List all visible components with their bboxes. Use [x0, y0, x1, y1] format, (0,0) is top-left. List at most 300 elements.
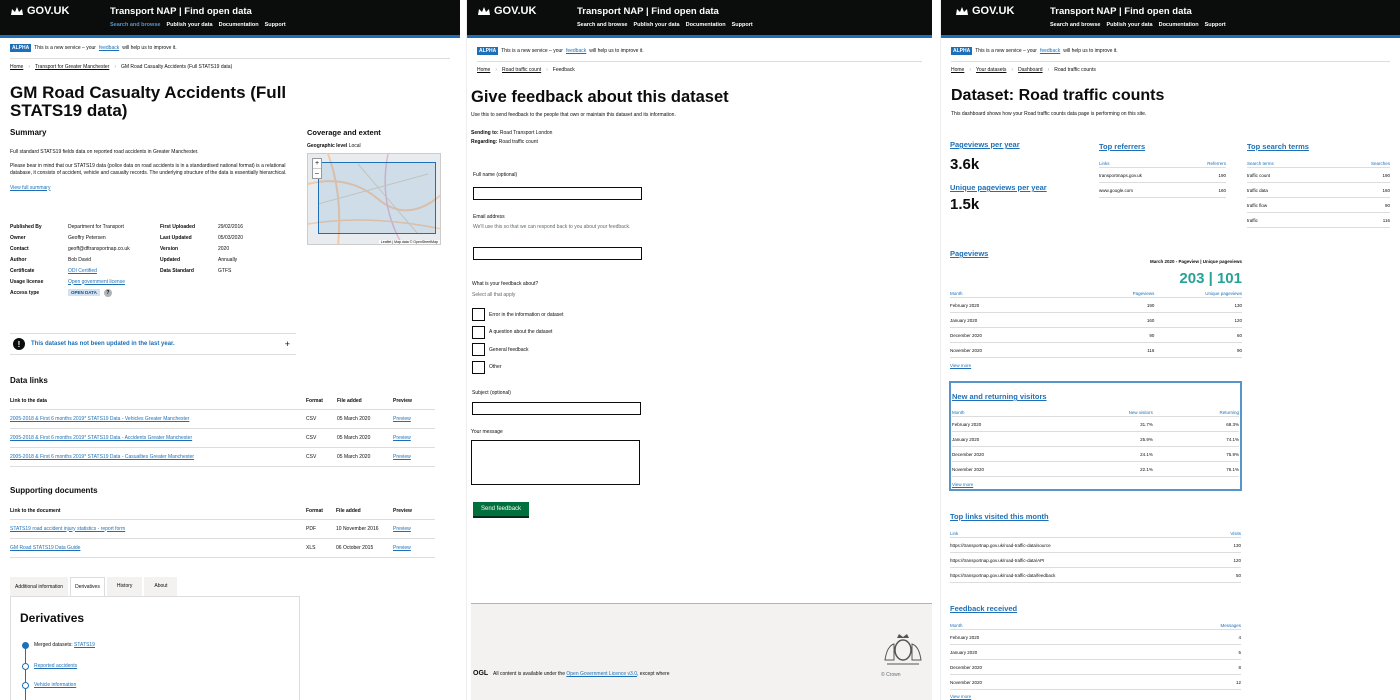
- metadata-value: 05/03/2020: [218, 234, 244, 241]
- file-date: 05 March 2020: [337, 453, 371, 460]
- table-row: [10, 428, 435, 447]
- table-cell: December 2020: [952, 451, 985, 457]
- column-header: Link: [950, 530, 959, 536]
- table-cell: 76.1%: [1226, 466, 1239, 472]
- table-row: [952, 432, 1239, 447]
- table-cell: 60: [1236, 332, 1242, 338]
- metadata-value: 29/02/2016: [218, 223, 244, 230]
- page-title: Give feedback about this dataset: [471, 88, 729, 106]
- preview-link[interactable]: Preview: [393, 544, 411, 551]
- table-row: [10, 447, 435, 466]
- govuk-logo[interactable]: GOV.UK: [955, 5, 1014, 17]
- alpha-tag: ALPHA: [479, 48, 497, 54]
- table-row: [1247, 168, 1390, 183]
- visitors-card: [949, 381, 1242, 491]
- feedback-link[interactable]: feedback: [565, 48, 587, 54]
- feedback-view-more[interactable]: View more: [950, 694, 972, 699]
- column-header: Searches: [1370, 160, 1390, 166]
- feedback-options: [472, 306, 563, 376]
- table-cell: 130: [1233, 542, 1241, 548]
- email-input[interactable]: [473, 247, 642, 260]
- table-cell: 90: [1149, 332, 1155, 338]
- nav-support[interactable]: Support: [731, 22, 753, 28]
- table-cell: traffic count: [1247, 172, 1271, 178]
- nav-support[interactable]: Support: [264, 22, 286, 28]
- help-icon[interactable]: ?: [104, 289, 112, 297]
- table-row: [1247, 198, 1390, 213]
- feedback-option[interactable]: [472, 324, 563, 342]
- top-referrers-heading[interactable]: Top referrers: [1099, 142, 1146, 151]
- tab-additional-information[interactable]: Additional information: [10, 577, 68, 597]
- metadata-key: Access type: [10, 289, 40, 296]
- geo-level-value: Local: [348, 143, 361, 149]
- unique-pageviews-year-label[interactable]: Unique pageviews per year: [950, 183, 1047, 192]
- table-cell: 50: [1235, 572, 1241, 578]
- map-attribution: Leaflet | Map data © OpenStreetMap: [380, 240, 438, 244]
- service-name[interactable]: Transport NAP | Find open data: [110, 6, 252, 17]
- metadata-value: Department for Transport: [68, 223, 124, 230]
- table-cell: 160: [1146, 317, 1155, 323]
- checkbox[interactable]: [472, 361, 485, 374]
- table-cell: 90: [1384, 202, 1390, 208]
- top-search-terms-card: [1247, 136, 1390, 228]
- table-cell: 120: [1233, 557, 1241, 563]
- table-row: [950, 328, 1242, 343]
- alpha-tag: ALPHA: [953, 48, 971, 54]
- merged-dataset-link[interactable]: STATS19: [74, 642, 95, 648]
- pageviews-card: [950, 243, 1242, 368]
- checkbox-label: Error in the information or dataset: [489, 311, 564, 318]
- col-document: Link to the document: [10, 507, 61, 514]
- file-date: 06 October 2015: [336, 544, 374, 551]
- preview-link[interactable]: Preview: [393, 434, 411, 441]
- breadcrumb-your-datasets[interactable]: Your datasets: [976, 67, 1007, 73]
- breadcrumb-home[interactable]: Home: [951, 67, 965, 73]
- metadata-key: Certificate: [10, 267, 35, 274]
- table-row: [950, 645, 1241, 660]
- ogl-link[interactable]: Open Government Licence v3.0: [566, 671, 637, 677]
- table-header: [1247, 159, 1390, 168]
- metadata-key: Author: [10, 256, 27, 263]
- table-cell: December 2020: [950, 332, 983, 338]
- message-label: Your message: [471, 429, 503, 435]
- table-header: [950, 621, 1241, 630]
- metadata-key: Published By: [10, 223, 42, 230]
- nav-search-browse[interactable]: Search and browse: [577, 22, 628, 28]
- pageviews-big-numbers: 203 | 101: [1179, 270, 1242, 287]
- table-row: [950, 660, 1241, 675]
- metadata-key: Contact: [10, 245, 29, 252]
- checkbox[interactable]: [472, 326, 485, 339]
- derivative-link-vehicle[interactable]: Vehicle information: [34, 682, 77, 688]
- subject-input[interactable]: [472, 402, 641, 415]
- column-header: Returning: [1219, 409, 1239, 415]
- table-cell: 130: [1234, 302, 1242, 308]
- site-footer: [471, 603, 932, 700]
- file-format: XLS: [306, 544, 316, 551]
- metadata-row: [160, 232, 300, 243]
- file-link[interactable]: 2005-2018 & First 6 months 2019* STATS19 Data - Vehicles Greater Manchester: [10, 415, 190, 422]
- preview-link[interactable]: Preview: [393, 453, 411, 460]
- breadcrumb-current: Feedback: [552, 67, 575, 73]
- map-zoom-controls: [312, 158, 322, 179]
- timeline-dot: [22, 682, 29, 689]
- fullname-input[interactable]: [473, 187, 642, 200]
- metadata-key: Data Standard: [160, 267, 194, 274]
- pageviews-heading[interactable]: Pageviews: [950, 249, 989, 258]
- table-cell: February 2020: [950, 634, 980, 640]
- geo-level-label: Geographic level: [307, 143, 348, 149]
- pageviews-year-label[interactable]: Pageviews per year: [950, 140, 1020, 149]
- file-format: PDF: [306, 525, 316, 532]
- top-links-card: [950, 506, 1241, 583]
- table-cell: transportmaps.gov.uk: [1099, 172, 1142, 178]
- feedback-link[interactable]: feedback: [98, 45, 120, 51]
- table-cell: https://transportnap.gov.uk/road-traffic-data/API: [950, 557, 1045, 563]
- supporting-docs-section: [10, 486, 435, 558]
- checkbox-label: A question about the dataset: [489, 329, 553, 336]
- table-cell: 75.9%: [1226, 451, 1239, 457]
- header-nav: [1050, 22, 1226, 28]
- table-cell: 5: [1238, 649, 1241, 655]
- message-textarea[interactable]: [471, 440, 640, 485]
- table-cell: November 2020: [950, 347, 983, 353]
- metadata-row: [10, 265, 150, 276]
- nav-publish[interactable]: Publish your data: [166, 22, 213, 28]
- breadcrumb-home[interactable]: Home: [477, 67, 491, 73]
- table-cell: 74.1%: [1226, 436, 1239, 442]
- table-cell: 68.3%: [1226, 421, 1239, 427]
- merged-datasets: Merged datasets: STATS19: [34, 642, 95, 648]
- phase-banner: ALPHA This is a new service – your feedback will help us to improve it.: [953, 48, 1118, 54]
- view-summary-link[interactable]: View full summary: [10, 184, 51, 191]
- file-date: 10 November 2016: [336, 525, 379, 532]
- table-cell: January 2020: [950, 317, 978, 323]
- metadata-row: [10, 287, 150, 298]
- site-header: [0, 0, 460, 38]
- unique-pageviews-month-value: 101: [1216, 270, 1242, 287]
- table-cell: January 2020: [950, 649, 978, 655]
- checkbox-label: Other: [489, 364, 502, 371]
- table-row: [950, 298, 1242, 313]
- derivative-link-accidents[interactable]: Reported accidents: [34, 663, 78, 669]
- table-row: [1247, 213, 1390, 228]
- table-cell: February 2020: [950, 302, 980, 308]
- col-preview: Preview: [393, 397, 412, 404]
- visitors-heading[interactable]: New and returning visitors: [952, 392, 1047, 401]
- file-format: CSV: [306, 453, 317, 460]
- nav-publish[interactable]: Publish your data: [633, 22, 680, 28]
- nav-documentation[interactable]: Documentation: [1158, 22, 1199, 28]
- col-format: Format: [306, 397, 323, 404]
- phase-banner: ALPHA This is a new service – your feedback will help us to improve it.: [12, 45, 177, 51]
- file-format: CSV: [306, 434, 317, 441]
- header-nav: [110, 22, 286, 28]
- table-header: [950, 289, 1242, 298]
- summary-text-2: Please bear in mind that our STATS19 data (police data on road accidents is in a standardised national format) is a relational database, it consists of accident, vehicle and casualty records. The underlying structure of the data is essentially hierarchical.: [10, 163, 287, 176]
- file-link[interactable]: GM Road STATS19 Data Guide: [10, 544, 81, 551]
- table-cell: 31.7%: [1140, 421, 1153, 427]
- page-title: GM Road Casualty Accidents (Full STATS19 data): [10, 83, 287, 120]
- table-cell: traffic data: [1247, 187, 1268, 193]
- checkbox[interactable]: [472, 343, 485, 356]
- metadata-value: Annually: [218, 256, 238, 263]
- table-cell: November 2020: [952, 466, 985, 472]
- file-format: CSV: [306, 415, 317, 422]
- crown-copyright: © Crown: [881, 672, 901, 678]
- summary-section: [10, 128, 295, 191]
- top-search-terms-heading[interactable]: Top search terms: [1247, 142, 1309, 151]
- table-row: [950, 630, 1241, 645]
- col-format: Format: [306, 507, 323, 514]
- breadcrumb: Home › Road traffic count › Feedback: [477, 61, 922, 73]
- column-header: Pageviews: [1132, 290, 1155, 296]
- metadata-row: [10, 243, 150, 254]
- column-header: Visits: [1230, 530, 1241, 536]
- table-cell: 120: [1234, 317, 1242, 323]
- header-nav: [577, 22, 753, 28]
- table-cell: 24.1%: [1140, 451, 1153, 457]
- table-cell: 160: [1218, 187, 1226, 193]
- nav-support[interactable]: Support: [1204, 22, 1226, 28]
- table-row: [950, 675, 1241, 690]
- metadata-key: Usage license: [10, 278, 44, 285]
- pageviews-year-value: 3.6k: [950, 156, 980, 173]
- top-links-heading[interactable]: Top links visited this month: [950, 512, 1049, 521]
- zoom-in-button[interactable]: +: [314, 160, 320, 167]
- table-row: [10, 519, 435, 538]
- tab-panel-derivatives: [10, 596, 300, 700]
- data-links-section: [10, 376, 435, 467]
- metadata-link[interactable]: ODI Certified: [68, 267, 97, 274]
- dashboard-page-panel: [940, 0, 1400, 700]
- metadata-value: Geoffry Petersen: [68, 234, 106, 241]
- coverage-heading: Coverage and extent: [307, 128, 381, 137]
- table-cell: www.google.com: [1099, 187, 1134, 193]
- feedback-option[interactable]: [472, 359, 563, 377]
- breadcrumb-current: GM Road Casualty Accidents (Full STATS19 data): [120, 64, 233, 70]
- file-date: 05 March 2020: [337, 415, 371, 422]
- column-header: Unique pageviews: [1205, 290, 1242, 296]
- phase-banner: ALPHA This is a new service – your feedback will help us to improve it.: [479, 48, 644, 54]
- table-cell: 4: [1238, 634, 1241, 640]
- table-row: [1099, 168, 1226, 183]
- nav-documentation[interactable]: Documentation: [218, 22, 259, 28]
- expand-plus-icon[interactable]: +: [284, 339, 290, 349]
- intro-text: This dashboard shows how your Road traffic counts data page is performing on this site.: [951, 110, 1147, 117]
- column-header: Month: [950, 622, 963, 628]
- pageviews-view-more[interactable]: View more: [950, 363, 972, 368]
- metadata-value: Bob David: [68, 256, 92, 263]
- table-cell: January 2020: [952, 436, 980, 442]
- breadcrumb-home[interactable]: Home: [10, 64, 24, 70]
- summary-text-1: Full standard STATS19 fields data on reported road accidents in Greater Manchester.: [10, 149, 199, 155]
- feedback-option[interactable]: [472, 341, 563, 359]
- alpha-tag: ALPHA: [12, 45, 30, 51]
- table-row: [952, 462, 1239, 477]
- col-file-added: File added: [337, 397, 362, 404]
- tab-derivatives[interactable]: Derivatives: [70, 577, 105, 597]
- column-header: Messages: [1220, 622, 1241, 628]
- metadata-key: Version: [160, 245, 179, 252]
- table-cell: 190: [1218, 172, 1226, 178]
- column-header: Month: [950, 290, 963, 296]
- timeline-line: [25, 645, 26, 700]
- pageviews-caption: March 2020 - Pageview | Unique pageviews: [1149, 259, 1242, 264]
- derivatives-heading: Derivatives: [20, 611, 85, 625]
- data-links-heading: Data links: [10, 376, 48, 385]
- table-cell: 116: [1147, 347, 1155, 353]
- warning-text: This dataset has not been updated in the last year.: [31, 341, 175, 347]
- table-row: [10, 538, 435, 557]
- table-cell: 90: [1236, 347, 1242, 353]
- table-row: [950, 553, 1241, 568]
- table-row: [952, 447, 1239, 462]
- metadata-row: [160, 265, 300, 276]
- file-link[interactable]: 2005-2018 & First 6 months 2019* STATS19 Data - Accidents Greater Manchester: [10, 434, 193, 441]
- preview-link[interactable]: Preview: [393, 525, 411, 532]
- checkbox-label: General feedback: [489, 346, 529, 353]
- table-row: [950, 343, 1242, 358]
- tabs: [10, 577, 177, 597]
- metadata-row: [10, 276, 150, 287]
- preview-link[interactable]: Preview: [393, 415, 411, 422]
- metadata-value: GTFS: [218, 267, 232, 274]
- feedback-about-label: What is your feedback about?: [472, 281, 539, 287]
- pageviews-year-card: [950, 134, 1085, 213]
- site-header: [941, 0, 1400, 38]
- table-header: [1099, 159, 1226, 168]
- breadcrumb-publisher[interactable]: Transport for Greater Manchester: [35, 64, 110, 70]
- timeline-dot: [22, 663, 29, 670]
- coverage-map[interactable]: [307, 153, 441, 245]
- file-date: 05 March 2020: [337, 434, 371, 441]
- feedback-received-heading[interactable]: Feedback received: [950, 604, 1018, 613]
- regarding-value: Road traffic count: [498, 139, 538, 146]
- tab-history[interactable]: History: [107, 577, 143, 597]
- top-referrers-card: [1099, 136, 1226, 198]
- breadcrumb-dashboard[interactable]: Dashboard: [1018, 67, 1043, 73]
- timeline-dot-filled: [22, 642, 29, 649]
- tab-about[interactable]: About: [144, 577, 177, 597]
- table-row: [950, 568, 1241, 583]
- column-header: Search terms: [1247, 160, 1274, 166]
- file-link[interactable]: STATS19 road accident injury statistics - report form: [10, 525, 126, 532]
- column-header: Referrers: [1207, 160, 1226, 166]
- coverage-section: [307, 128, 447, 245]
- table-cell: 160: [1382, 187, 1390, 193]
- table-header: [952, 408, 1239, 417]
- table-cell: 190: [1146, 302, 1155, 308]
- table-row: [1099, 183, 1226, 198]
- feedback-card: [950, 598, 1241, 699]
- nav-documentation[interactable]: Documentation: [685, 22, 726, 28]
- data-links-table: [10, 393, 435, 467]
- breadcrumb-current: Road traffic counts: [1054, 67, 1096, 73]
- royal-coat-of-arms-icon: [881, 630, 925, 668]
- crown-icon: [10, 6, 24, 17]
- fullname-label: Full name (optional): [473, 172, 518, 178]
- unique-pageviews-year-value: 1.5k: [950, 196, 980, 213]
- table-row: [952, 417, 1239, 432]
- sending-to-value: Road Transport London: [499, 130, 553, 137]
- service-name[interactable]: Transport NAP | Find open data: [1050, 6, 1192, 17]
- govuk-logo[interactable]: GOV.UK: [477, 5, 536, 17]
- table-row: [950, 538, 1241, 553]
- footer-licence-text: All content is available under the Open Government Licence v3.0, except where: [493, 671, 670, 677]
- feedback-page-panel: GOV.UK Transport NAP | Find open data Search and browse Publish your data Documentation Support ALPHA This is a new service – your feedback will help us to improve it. Home › Road traffic count › Feedback Give feedback about this dataset Use this to send feedback to the people that own or maintain this dataset and its information. Sending to: Road Transport London Regarding: Road traffic count Full name (optional) Email address We'll use this so that we can respond back to you about your feedback. What is your feedback about? Select all that apply Error in the information or dataset A question about the dataset General feedback Other Subject (optional) Your message Send feedback OGL All content is available under the Open Government Licence v3.0, except where © Crown: [466, 0, 932, 700]
- nav-search-browse[interactable]: Search and browse: [110, 22, 161, 28]
- table-cell: December 2020: [950, 664, 983, 670]
- metadata-row: [160, 221, 300, 232]
- site-header: [467, 0, 932, 38]
- table-cell: 12: [1235, 679, 1241, 685]
- metadata-row: [10, 254, 150, 265]
- nav-publish[interactable]: Publish your data: [1106, 22, 1153, 28]
- metadata-value: 2020: [218, 245, 230, 252]
- metadata-link[interactable]: Open government license: [68, 278, 125, 285]
- dataset-page-panel: [0, 0, 460, 700]
- metadata-value: geoff@dftransportnap.co.uk: [68, 245, 130, 252]
- metadata-key: Updated: [160, 256, 180, 263]
- breadcrumb-dataset[interactable]: Road traffic count: [502, 67, 542, 73]
- metadata-key: First Uploaded: [160, 223, 196, 230]
- table-cell: https://transportnap.gov.uk/road-traffic-data/source: [950, 542, 1051, 548]
- table-cell: traffic: [1247, 217, 1258, 223]
- col-preview: Preview: [393, 507, 412, 514]
- supporting-docs-heading: Supporting documents: [10, 486, 98, 495]
- metadata-key: Last Updated: [160, 234, 192, 241]
- warning-icon: !: [13, 338, 25, 350]
- table-cell: November 2020: [950, 679, 983, 685]
- col-link: Link to the data: [10, 397, 47, 404]
- metadata-list: [10, 221, 300, 298]
- update-warning[interactable]: [10, 333, 296, 355]
- table-row: [10, 409, 435, 428]
- table-cell: February 2020: [952, 421, 982, 427]
- checkbox[interactable]: [472, 308, 485, 321]
- feedback-link[interactable]: feedback: [1039, 48, 1061, 54]
- feedback-option[interactable]: [472, 306, 563, 324]
- col-file-added: File added: [336, 507, 361, 514]
- table-cell: 190: [1382, 172, 1390, 178]
- table-cell: 25.9%: [1140, 436, 1153, 442]
- table-row: [1247, 183, 1390, 198]
- table-cell: https://transportnap.gov.uk/road-traffic-data/feedback: [950, 572, 1056, 578]
- column-header: Month: [952, 409, 965, 415]
- access-type-tag: OPEN DATA: [68, 289, 100, 296]
- crown-icon: [477, 6, 491, 17]
- metadata-key: Owner: [10, 234, 26, 241]
- zoom-out-button[interactable]: –: [313, 168, 321, 178]
- coverage-extent-box: [318, 162, 436, 234]
- email-label: Email address: [473, 214, 505, 220]
- file-link[interactable]: 2005-2018 & First 6 months 2019* STATS19 Data - Casualties Greater Manchester: [10, 453, 195, 460]
- nav-search-browse[interactable]: Search and browse: [1050, 22, 1101, 28]
- crown-icon: [955, 6, 969, 17]
- ogl-logo: OGL: [473, 670, 489, 677]
- table-cell: 8: [1238, 664, 1241, 670]
- service-name[interactable]: Transport NAP | Find open data: [577, 6, 719, 17]
- table-cell: 116: [1382, 217, 1390, 223]
- govuk-logo[interactable]: GOV.UK: [10, 5, 69, 17]
- table-row: [950, 313, 1242, 328]
- subject-label: Subject (optional): [472, 390, 511, 396]
- summary-heading: Summary: [10, 128, 47, 137]
- send-feedback-button[interactable]: Send feedback: [473, 502, 529, 516]
- supporting-docs-table: [10, 503, 435, 558]
- visitors-view-more[interactable]: View more: [952, 482, 974, 487]
